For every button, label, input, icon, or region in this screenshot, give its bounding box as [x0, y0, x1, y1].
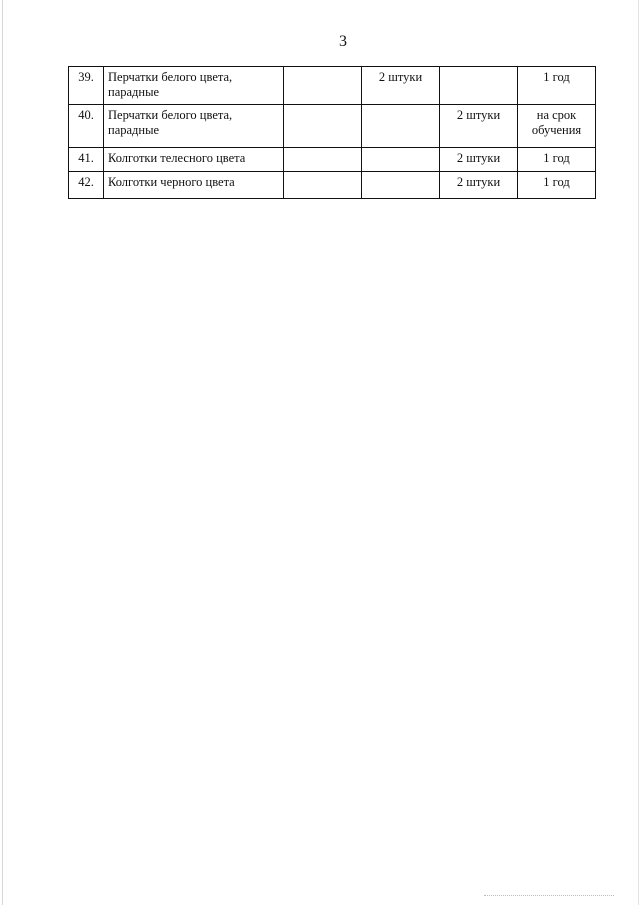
- cell-period: 1 год: [518, 67, 596, 105]
- item-name: Перчатки белого цвета, парадные: [104, 67, 284, 105]
- cell-period: 1 год: [518, 148, 596, 172]
- cell-col5: [440, 67, 518, 105]
- cell-period: на срок обучения: [518, 105, 596, 148]
- cell-col4: [362, 148, 440, 172]
- cell-quantity: 2 штуки: [440, 148, 518, 172]
- row-number: 41.: [69, 148, 104, 172]
- row-number: 42.: [69, 172, 104, 199]
- row-number: 40.: [69, 105, 104, 148]
- table-row: [69, 172, 596, 199]
- table-row: [69, 105, 596, 148]
- items-table: [68, 66, 596, 199]
- cell-period: 1 год: [518, 172, 596, 199]
- item-name: Перчатки белого цвета, парадные: [104, 105, 284, 148]
- cell-quantity: 2 штуки: [362, 67, 440, 105]
- cell-quantity: 2 штуки: [440, 105, 518, 148]
- cell-quantity: 2 штуки: [440, 172, 518, 199]
- page-number: 3: [339, 33, 347, 50]
- table-row: [69, 67, 596, 105]
- cell-col4: [362, 105, 440, 148]
- item-name: Колготки черного цвета: [104, 172, 284, 199]
- item-name: Колготки телесного цвета: [104, 148, 284, 172]
- cell-col3: [284, 67, 362, 105]
- cell-col3: [284, 105, 362, 148]
- scan-edge-right: [638, 0, 639, 905]
- footer-scan-mark: [484, 895, 614, 897]
- row-number: 39.: [69, 67, 104, 105]
- table-row: [69, 148, 596, 172]
- cell-col3: [284, 172, 362, 199]
- scan-edge-left: [2, 0, 3, 905]
- cell-col3: [284, 148, 362, 172]
- cell-col4: [362, 172, 440, 199]
